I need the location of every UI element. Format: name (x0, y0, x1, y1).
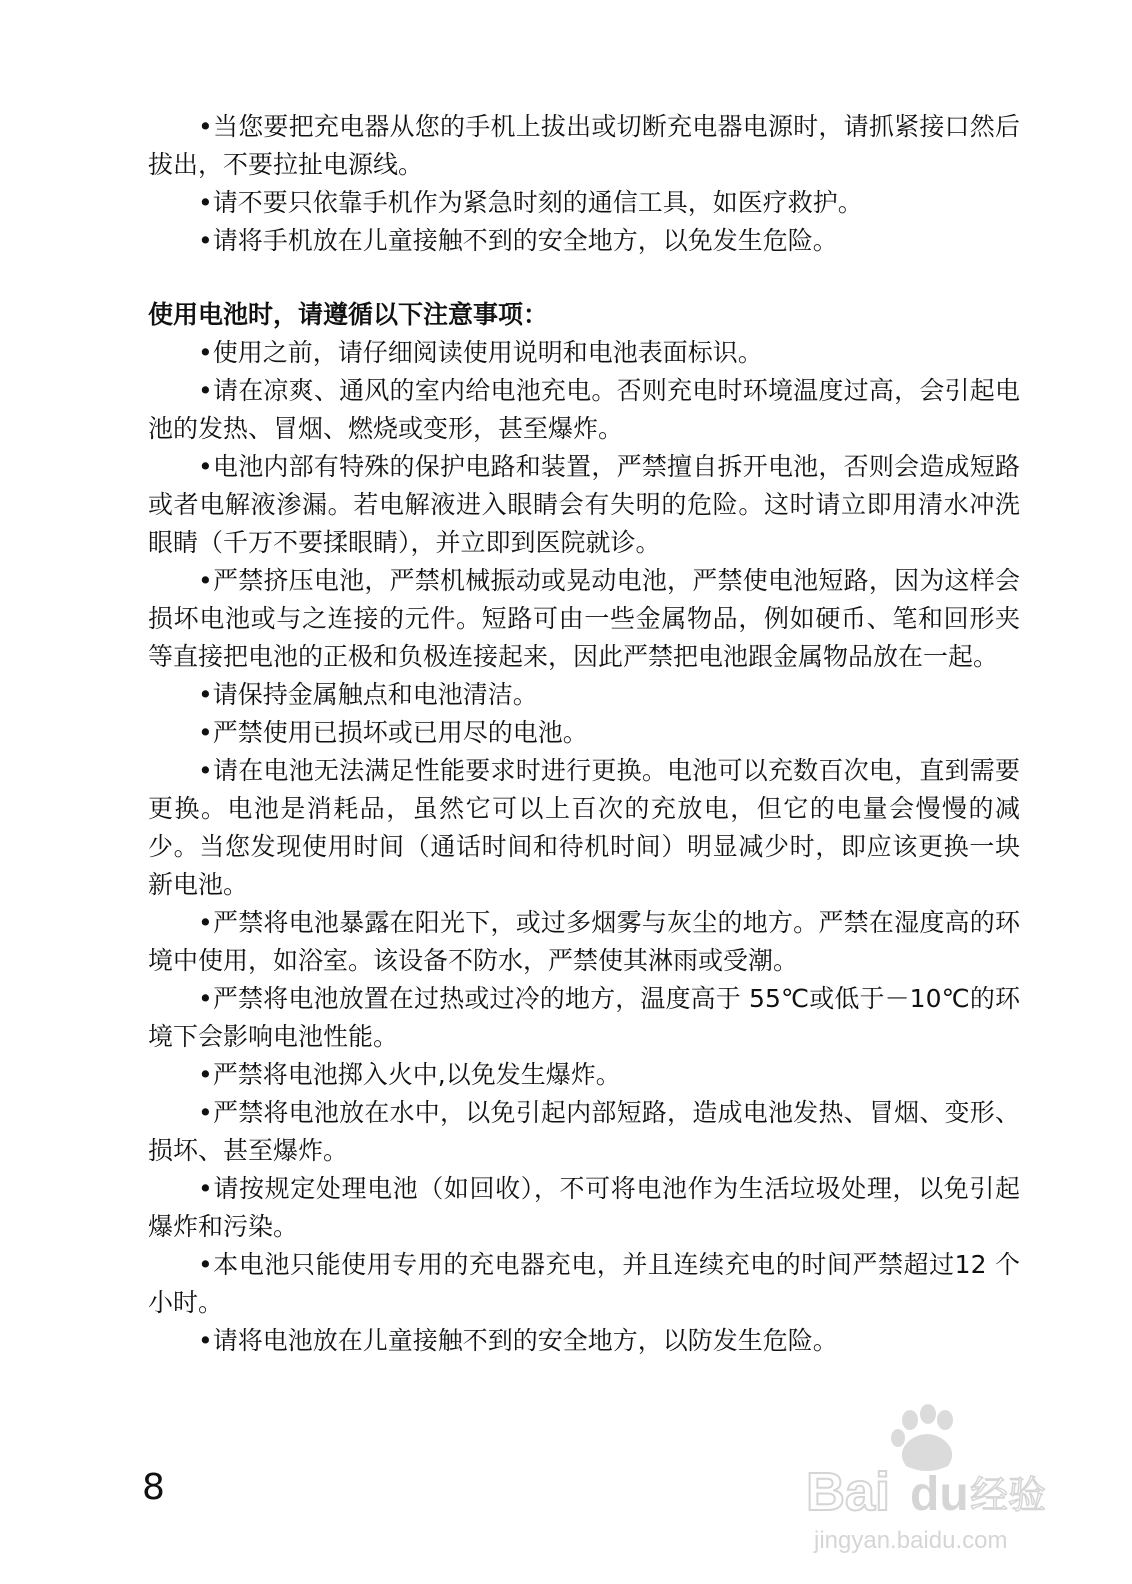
svg-text:jingyan.baidu.com: jingyan.baidu.com (814, 1527, 1008, 1554)
list-item: •严禁将电池暴露在阳光下，或过多烟雾与灰尘的地方。严禁在湿度高的环境中使用，如浴室。该设备不防水，严禁使其淋雨或受潮。 (148, 908, 1020, 975)
list-item: •电池内部有特殊的保护电路和装置，严禁擅自拆开电池，否则会造成短路或者电解液渗漏。若电解液进入眼睛会有失明的危险。这时请立即用清水冲洗眼睛（千万不要揉眼睛），并立即到医院就诊。 (148, 452, 1020, 557)
list-item: •使用之前，请仔细阅读使用说明和电池表面标识。 (198, 338, 763, 367)
list-item: •请将电池放在儿童接触不到的安全地方，以防发生危险。 (198, 1326, 838, 1355)
list-item: •请按规定处理电池（如回收），不可将电池作为生活垃圾处理，以免引起爆炸和污染。 (148, 1174, 1020, 1241)
baidu-jingyan-watermark (798, 1400, 1048, 1560)
section-heading: 使用电池时，请遵循以下注意事项： (148, 300, 549, 329)
page-number: 8 (142, 1467, 165, 1508)
list-item: •严禁挤压电池，严禁机械振动或晃动电池，严禁使电池短路，因为这样会损坏电池或与之连接的元件。短路可由一些金属物品，例如硬币、笔和回形夹等直接把电池的正极和负极连接起来，因此严禁把电池跟金属物品放在一起。 (148, 566, 1020, 671)
list-item: •严禁将电池掷入火中,以免发生爆炸。 (198, 1060, 621, 1089)
svg-text:经验: 经验 (970, 1473, 1047, 1517)
list-item: •请保持金属触点和电池清洁。 (198, 680, 538, 709)
list-item: •请在凉爽、通风的室内给电池充电。否则充电时环境温度过高，会引起电池的发热、冒烟、燃烧或变形，甚至爆炸。 (148, 376, 1020, 443)
list-item: •严禁使用已损坏或已用尽的电池。 (198, 718, 588, 747)
paragraph: •请不要只依靠手机作为紧急时刻的通信工具，如医疗救护。 (198, 188, 863, 217)
list-item: •严禁将电池放置在过热或过冷的地方，温度高于 55℃或低于－10℃的环境下会影响电池性能。 (148, 984, 1020, 1051)
baidu-paw-icon (798, 1400, 1048, 1560)
svg-text:du: du (910, 1468, 969, 1521)
document-body (148, 108, 1020, 1360)
paragraph: •当您要把充电器从您的手机上拔出或切断充电器电源时，请抓紧接口然后拔出，不要拉扯电源线。 (148, 112, 1020, 179)
paragraph: •请将手机放在儿童接触不到的安全地方，以免发生危险。 (198, 226, 838, 255)
list-item: •请在电池无法满足性能要求时进行更换。电池可以充数百次电，直到需要更换。电池是消耗品，虽然它可以上百次的充放电，但它的电量会慢慢的减少。当您发现使用时间（通话时间和待机时间）明显减少时，即应该更换一块新电池。 (148, 756, 1020, 899)
list-item: •本电池只能使用专用的充电器充电，并且连续充电的时间严禁超过12 个小时。 (148, 1250, 1020, 1317)
list-item: •严禁将电池放在水中，以免引起内部短路，造成电池发热、冒烟、变形、损坏、甚至爆炸。 (148, 1098, 1020, 1165)
brand-text: Bai (806, 1462, 891, 1522)
